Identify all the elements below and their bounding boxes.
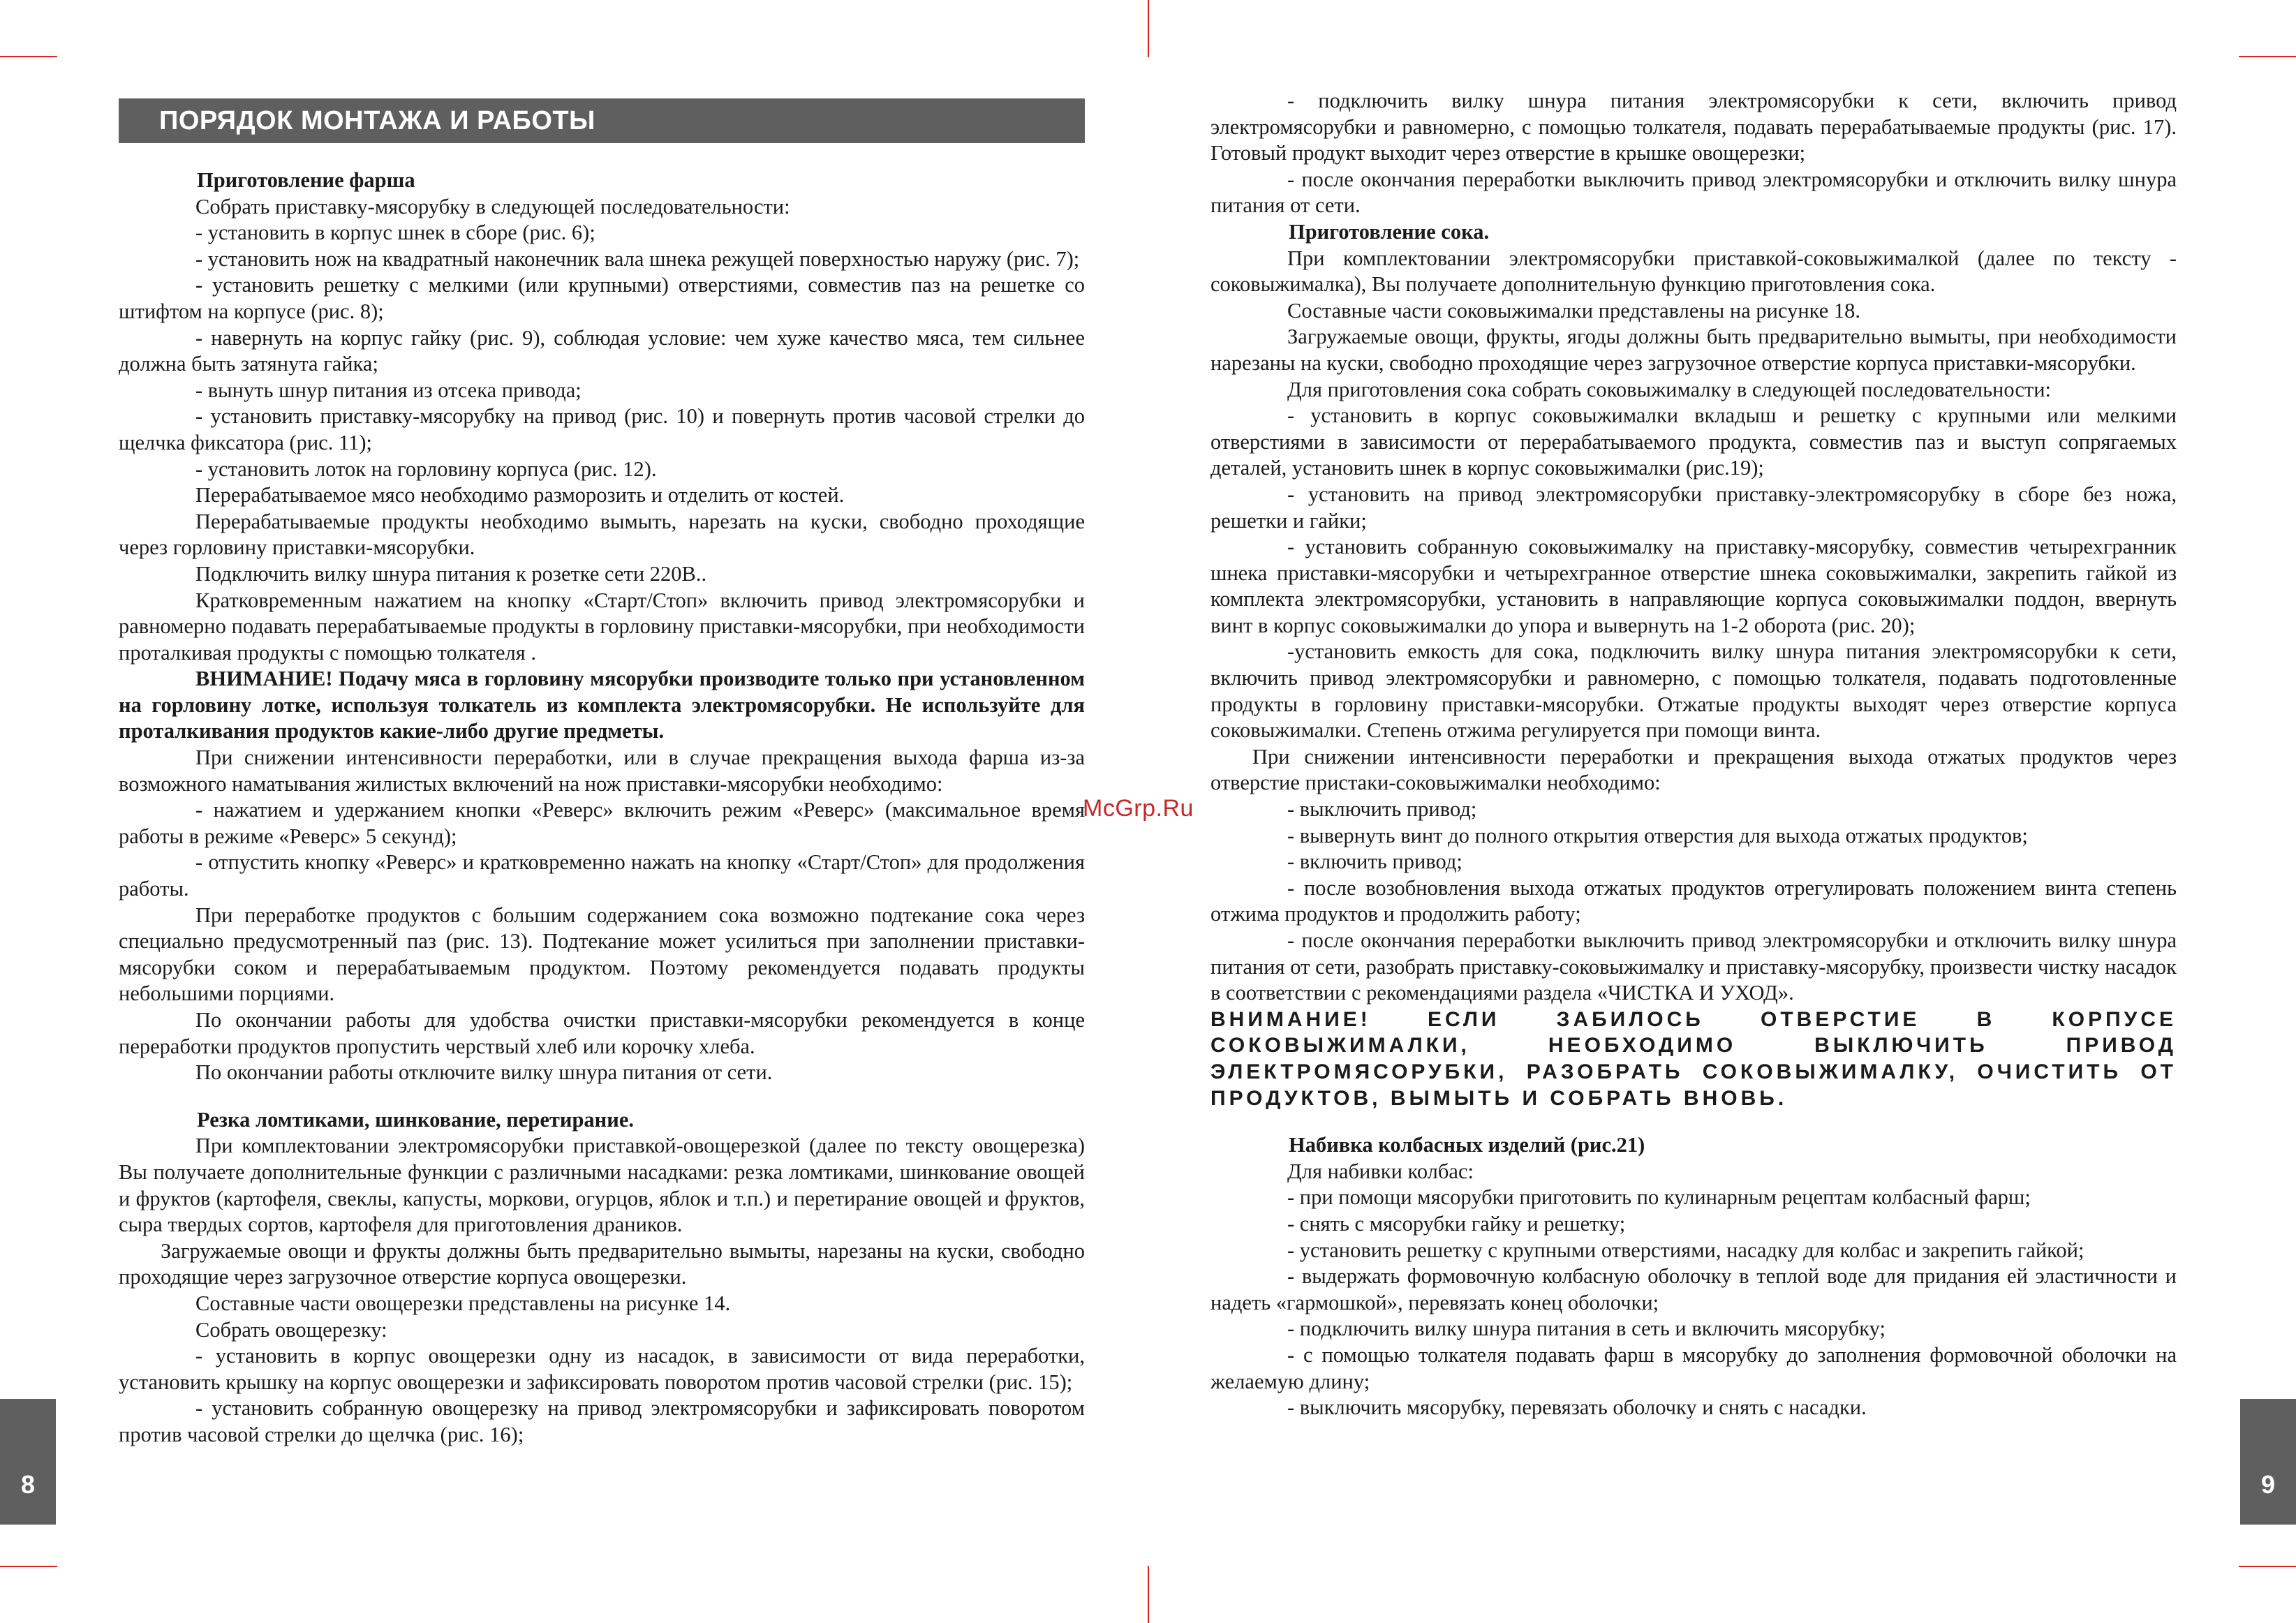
- page-number-left: 8: [0, 1399, 56, 1525]
- paragraph: - выдержать формовочную колбасную оболочку в теплой воде для придания ей эластичности и надеть «гармошкой», перевязать конец оболочки;: [1210, 1264, 2177, 1314]
- paragraph: - вывернуть винт до полного открытия отверстия для выхода отжатых продуктов;: [1287, 823, 2028, 847]
- paragraph: - после окончания переработки выключить привод электромясорубки и отключить вилку шнура питания от сети.: [1210, 167, 2177, 218]
- left-text-column: [119, 168, 1085, 1448]
- paragraph: - установить на привод электромясорубки приставку-электромясорубку в сборе без ножа, решетки и гайки;: [1210, 482, 2177, 533]
- paragraph: При комплектовании электромясорубки приставкой-овощерезкой (далее по тексту овощерезка) Вы получаете дополнительные функции с различными насадками: резка ломтиками, шинкование овощей и фруктов (картофеля, свеклы, капусты, моркови, огурцов, яблок и т.п.) и перетирание овощей и фруктов, сыра твердых сортов, картофеля для приготовления драников.: [119, 1134, 1085, 1237]
- paragraph: - выключить мясорубку, перевязать оболочку и снять с насадки.: [1287, 1395, 1867, 1420]
- paragraph: Загружаемые овощи и фрукты должны быть предварительно вымыты, нарезаны на куски, свободно проходящие через загрузочное отверстие корпуса овощерезки.: [119, 1238, 1085, 1289]
- paragraph: -установить емкость для сока, подключить вилку шнура питания электромясорубки к сети, включить привод электромясорубки и равномерно, с помощью толкателя, подавать подготовленные продукты в горловину приставки-мясорубки. Отжатые продукты выходят через отверстие корпуса соковыжималки. Степень отжима регулируется при помощи винта.: [1210, 639, 2177, 743]
- section-subheading: Набивка колбасных изделий (рис.21): [1289, 1133, 1645, 1157]
- section-subheading: Приготовление фарша: [197, 168, 415, 192]
- paragraph: Кратковременным нажатием на кнопку «Старт/Стоп» включить привод электромясорубки и равномерно подавать перерабатываемые продукты в горловину приставки-мясорубки, при необходимости проталкивая продукты с помощью толкателя .: [119, 588, 1085, 665]
- paragraph: По окончании работы отключите вилку шнура питания от сети.: [195, 1060, 773, 1085]
- page-number-right: 9: [2240, 1399, 2296, 1525]
- paragraph: - включить привод;: [1287, 850, 1462, 874]
- paragraph: При переработке продуктов с большим содержанием сока возможно подтекание сока через специально предусмотренный паз (рис. 13). Подтекание может усилиться при заполнении приставки-мясорубки соком и перерабатываемым продуктом. Поэтому рекомендуется подавать продукты небольшими порциями.: [119, 903, 1085, 1006]
- paragraph: - вынуть шнур питания из отсека привода;: [195, 378, 582, 402]
- section-header: ПОРЯДОК МОНТАЖА И РАБОТЫ: [119, 98, 1085, 143]
- paragraph: - установить приставку-мясорубку на привод (рис. 10) и повернуть против часовой стрелки до щелчка фиксатора (рис. 11);: [119, 404, 1085, 454]
- paragraph: - подключить вилку шнура питания в сеть и включить мясорубку;: [1287, 1317, 1886, 1341]
- paragraph: По окончании работы для удобства очистки приставки-мясорубки рекомендуется в конце переработки продуктов пропустить черствый хлеб или корочку хлеба.: [119, 1008, 1085, 1058]
- paragraph: - установить лоток на горловину корпуса (рис. 12).: [195, 457, 657, 481]
- paragraph: Перерабатываемое мясо необходимо разморозить и отделить от костей.: [195, 483, 845, 507]
- warning-paragraph: ВНИМАНИЕ! ЕСЛИ ЗАБИЛОСЬ ОТВЕРСТИЕ В КОРПУСЕ СОКОВЫЖИМАЛКИ, НЕОБХОДИМО ВЫКЛЮЧИТЬ ПРИВОД ЭЛЕКТРОМЯСОРУБКИ, РАЗОБРАТЬ СОКОВЫЖИМАЛКУ, ОЧИСТИТЬ ОТ ПРОДУКТОВ, ВЫМЫТЬ И СОБРАТЬ ВНОВЬ.: [1210, 1007, 2177, 1110]
- paragraph: - при помощи мясорубки приготовить по кулинарным рецептам колбасный фарш;: [1287, 1185, 2031, 1210]
- paragraph: - установить нож на квадратный наконечник вала шнека режущей поверхностью наружу (рис. 7);: [195, 246, 1080, 271]
- paragraph: - установить решетку с крупными отверстиями, насадку для колбас и закрепить гайкой;: [1287, 1238, 2084, 1262]
- paragraph: Собрать овощерезку:: [195, 1317, 387, 1342]
- paragraph: - с помощью толкателя подавать фарш в мясорубку до заполнения формовочной оболочки на желаемую длину;: [1210, 1342, 2177, 1393]
- paragraph: - после возобновления выхода отжатых продуктов отрегулировать положением винта степень отжима продуктов и продолжить работу;: [1210, 875, 2177, 926]
- paragraph: При комплектовании электромясорубки приставкой-соковыжималкой (далее по тексту - соковыжималка), Вы получаете дополнительную функцию приготовления сока.: [1210, 246, 2177, 297]
- paragraph: Загружаемые овощи, фрукты, ягоды должны быть предварительно вымыты, при необходимости нарезаны на куски, свободно проходящие через загрузочное отверстие корпуса приставки-мясорубки.: [1210, 325, 2177, 375]
- watermark-text: McGrp.Ru: [1083, 795, 1194, 822]
- paragraph: - отпустить кнопку «Реверс» и кратковременно нажать на кнопку «Старт/Стоп» для продолжения работы.: [119, 850, 1085, 901]
- paragraph: - снять с мясорубки гайку и решетку;: [1287, 1211, 1626, 1236]
- paragraph: - установить собранную овощерезку на привод электромясорубки и зафиксировать поворотом против часовой стрелки до щелчка (рис. 16);: [119, 1396, 1085, 1446]
- paragraph: - установить в корпус шнек в сборе (рис. 6);: [195, 221, 595, 245]
- paragraph: - выключить привод;: [1287, 797, 1477, 822]
- paragraph: Для набивки колбас:: [1287, 1159, 1474, 1183]
- paragraph: - после окончания переработки выключить привод электромясорубки и отключить вилку шнура питания от сети, разобрать приставку-соковыжималку и приставку-мясорубку, произвести чистку насадок в соответствии с рекомендациями раздела «ЧИСТКА И УХОД».: [1210, 928, 2177, 1005]
- paragraph: - подключить вилку шнура питания электромясорубки к сети, включить привод электромясорубки и равномерно, с помощью толкателя, подавать перерабатываемые продукты (рис. 17). Готовый продукт выходит через отверстие в крышке овощерезки;: [1210, 89, 2177, 165]
- paragraph: Подключить вилку шнура питания к розетке сети 220В..: [195, 561, 707, 586]
- paragraph: - нажатием и удержанием кнопки «Реверс» включить режим «Реверс» (максимальное время работы в режиме «Реверс» 5 секунд);: [119, 798, 1085, 848]
- paragraph: При снижении интенсивности переработки и прекращения выхода отжатых продуктов через отверстие пристаки-соковыжималки необходимо:: [1210, 744, 2177, 795]
- paragraph: - установить в корпус овощерезки одну из насадок, в зависимости от вида переработки, установить крышку на корпус овощерезки и зафиксировать поворотом против часовой стрелки (рис. 15);: [119, 1344, 1085, 1394]
- paragraph: - навернуть на корпус гайку (рис. 9), соблюдая условие: чем хуже качество мяса, тем сильнее должна быть затянута гайка;: [119, 325, 1085, 376]
- paragraph: При снижении интенсивности переработки, или в случае прекращения выхода фарша из-за возможного наматывания жилистых включений на нож приставки-мясорубки необходимо:: [119, 746, 1085, 796]
- section-subheading: Приготовление сока.: [1289, 219, 1490, 244]
- paragraph: Составные части соковыжималки представлены на рисунке 18.: [1287, 298, 1860, 323]
- warning-paragraph: ВНИМАНИЕ! Подачу мяса в горловину мясорубки производите только при установленном на горловину лотке, используя толкатель из комплекта электромясорубки. Не используйте для проталкивания продуктов какие-либо другие предметы.: [119, 667, 1085, 743]
- right-page: [1148, 0, 2296, 1623]
- paragraph: Перерабатываемые продукты необходимо вымыть, нарезать на куски, свободно проходящие через горловину приставки-мясорубки.: [119, 509, 1085, 560]
- right-text-column: [1210, 88, 2177, 1421]
- paragraph: Составные части овощерезки представлены на рисунке 14.: [195, 1291, 731, 1315]
- paragraph: - установить решетку с мелкими (или крупными) отверстиями, совместив паз на решетке со штифтом на корпусе (рис. 8);: [119, 273, 1085, 323]
- paragraph: - установить собранную соковыжималку на приставку-мясорубку, совместив четырехгранник шнека приставки-мясорубки и четырехгранное отверстие шнека соковыжималки, закрепить гайкой из комплекта электромясорубки, установить в направляющие корпуса соковыжималки поддон, ввернуть винт в корпус соковыжималки до упора и вывернуть на 1-2 оборота (рис. 20);: [1210, 535, 2177, 637]
- paragraph: Собрать приставку-мясорубку в следующей последовательности:: [195, 194, 790, 218]
- paragraph: - установить в корпус соковыжималки вкладыш и решетку с крупными или мелкими отверстиями в зависимости от перерабатываемого продукта, совместив паз и выступ сопрягаемых деталей, установить шнек в корпус соковыжималки (рис.19);: [1210, 403, 2177, 480]
- paragraph: Для приготовления сока собрать соковыжималку в следующей последовательности:: [1287, 377, 2052, 401]
- section-subheading: Резка ломтиками, шинкование, перетирание.: [197, 1107, 634, 1132]
